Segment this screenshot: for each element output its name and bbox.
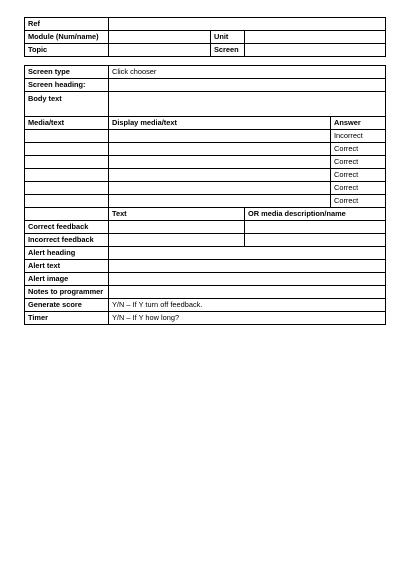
media-row — [25, 195, 386, 208]
incorrect-feedback-row — [25, 234, 386, 247]
answer-cell: Correct — [331, 195, 386, 208]
display-media-cell — [109, 195, 331, 208]
media-row — [25, 156, 386, 169]
media-row — [25, 130, 386, 143]
unit-value — [245, 31, 386, 44]
correct-feedback-text — [109, 221, 245, 234]
timer-row — [25, 312, 386, 325]
alert-image-value — [109, 273, 386, 286]
timer-value: Y/N – If Y how long? — [109, 312, 386, 325]
answer-cell: Correct — [331, 169, 386, 182]
topic-row — [25, 44, 386, 57]
media-cell — [25, 182, 109, 195]
answer-cell: Incorrect — [331, 130, 386, 143]
notes-value — [109, 286, 386, 299]
ref-value — [109, 18, 386, 31]
ref-label: Ref — [25, 18, 109, 31]
alert-image-row — [25, 273, 386, 286]
alert-text-value — [109, 260, 386, 273]
alert-image-label: Alert image — [25, 273, 109, 286]
feedback-header-blank — [25, 208, 109, 221]
display-media-cell — [109, 143, 331, 156]
media-text-header: Media/text — [25, 117, 109, 130]
notes-label: Notes to programmer — [25, 286, 109, 299]
screen-type-row — [25, 66, 386, 79]
body-text-row — [25, 92, 386, 117]
body-text-label: Body text — [25, 92, 109, 117]
unit-label: Unit — [211, 31, 245, 44]
display-media-cell — [109, 130, 331, 143]
correct-feedback-row — [25, 221, 386, 234]
media-cell — [25, 169, 109, 182]
display-media-cell — [109, 182, 331, 195]
generate-score-row — [25, 299, 386, 312]
answer-cell: Correct — [331, 156, 386, 169]
module-row — [25, 31, 386, 44]
alert-heading-row — [25, 247, 386, 260]
correct-feedback-media — [245, 221, 386, 234]
media-row — [25, 169, 386, 182]
generate-score-label: Generate score — [25, 299, 109, 312]
ref-row — [25, 18, 386, 31]
module-label: Module (Num/name) — [25, 31, 109, 44]
or-media-header: OR media description/name — [245, 208, 386, 221]
text-header: Text — [109, 208, 245, 221]
display-media-header: Display media/text — [109, 117, 331, 130]
media-cell — [25, 130, 109, 143]
incorrect-feedback-media — [245, 234, 386, 247]
screen-value — [245, 44, 386, 57]
feedback-header-row — [25, 208, 386, 221]
header-table — [24, 17, 386, 57]
body-text-value — [109, 92, 386, 117]
answer-cell: Correct — [331, 143, 386, 156]
correct-feedback-label: Correct feedback — [25, 221, 109, 234]
screen-heading-label: Screen heading: — [25, 79, 109, 92]
alert-heading-label: Alert heading — [25, 247, 109, 260]
alert-text-label: Alert text — [25, 260, 109, 273]
media-cell — [25, 143, 109, 156]
timer-label: Timer — [25, 312, 109, 325]
media-header-row — [25, 117, 386, 130]
module-value — [109, 31, 211, 44]
media-row — [25, 182, 386, 195]
alert-text-row — [25, 260, 386, 273]
incorrect-feedback-text — [109, 234, 245, 247]
screen-type-label: Screen type — [25, 66, 109, 79]
notes-row — [25, 286, 386, 299]
display-media-cell — [109, 169, 331, 182]
screen-heading-value — [109, 79, 386, 92]
topic-label: Topic — [25, 44, 109, 57]
topic-value — [109, 44, 211, 57]
screen-heading-row — [25, 79, 386, 92]
answer-header: Answer — [331, 117, 386, 130]
incorrect-feedback-label: Incorrect feedback — [25, 234, 109, 247]
media-cell — [25, 195, 109, 208]
media-cell — [25, 156, 109, 169]
answer-cell: Correct — [331, 182, 386, 195]
screen-label: Screen — [211, 44, 245, 57]
display-media-cell — [109, 156, 331, 169]
generate-score-value: Y/N – If Y turn off feedback. — [109, 299, 386, 312]
media-row — [25, 143, 386, 156]
screen-type-value: Click chooser — [109, 66, 386, 79]
alert-heading-value — [109, 247, 386, 260]
screen-table — [24, 65, 386, 325]
